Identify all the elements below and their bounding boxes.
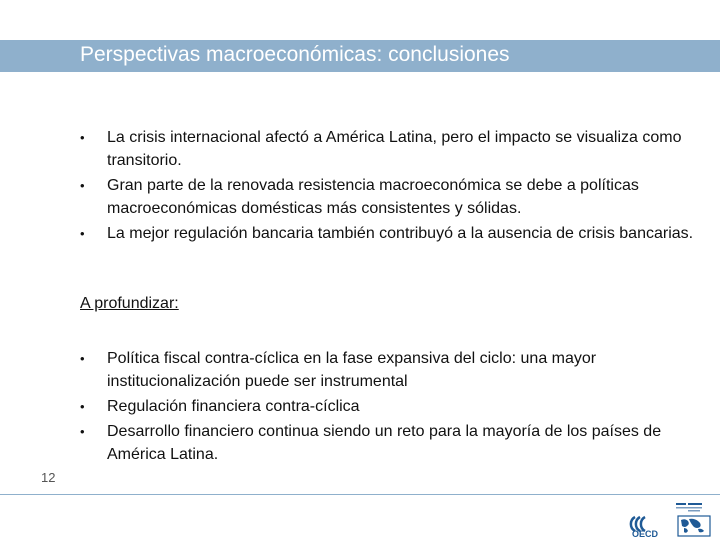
further-list: [80, 347, 710, 468]
section-heading: A profundizar:: [80, 295, 179, 312]
list-item: [80, 222, 710, 245]
list-item-text: Desarrollo financiero continua siendo un reto para la mayoría de los países de América Latina.: [107, 423, 662, 463]
bullet-icon: •: [80, 178, 85, 193]
footer-divider: [0, 494, 720, 495]
list-item: [80, 347, 710, 393]
page-number: 12: [41, 470, 56, 485]
slide-title: Perspectivas macroeconómicas: conclusiones: [80, 43, 510, 66]
bullet-icon: •: [80, 399, 85, 414]
bullet-icon: •: [80, 424, 85, 439]
title-bar: [0, 40, 720, 72]
list-item-text: Regulación financiera contra-cíclica: [107, 398, 360, 415]
oecd-logo-icon: [626, 500, 714, 538]
list-item: [80, 126, 710, 172]
list-item-text: Gran parte de la renovada resistencia macroeconómica se debe a políticas macroeconómicas domésticas más consistentes y sólidas.: [107, 177, 639, 217]
list-item: [80, 395, 710, 418]
list-item-text: La crisis internacional afectó a América Latina, pero el impacto se visualiza como transitorio.: [107, 129, 682, 169]
list-item-text: La mejor regulación bancaria también contribuyó a la ausencia de crisis bancarias.: [107, 225, 694, 242]
bullet-icon: •: [80, 226, 85, 241]
bullet-icon: •: [80, 351, 85, 366]
list-item: [80, 174, 710, 220]
bullet-icon: •: [80, 130, 85, 145]
conclusions-list: [80, 126, 710, 247]
logo-text: OECD: [632, 529, 659, 538]
list-item-text: Política fiscal contra-cíclica en la fase expansiva del ciclo: una mayor institucionalización puede ser instrumental: [107, 350, 597, 390]
list-item: [80, 420, 710, 466]
